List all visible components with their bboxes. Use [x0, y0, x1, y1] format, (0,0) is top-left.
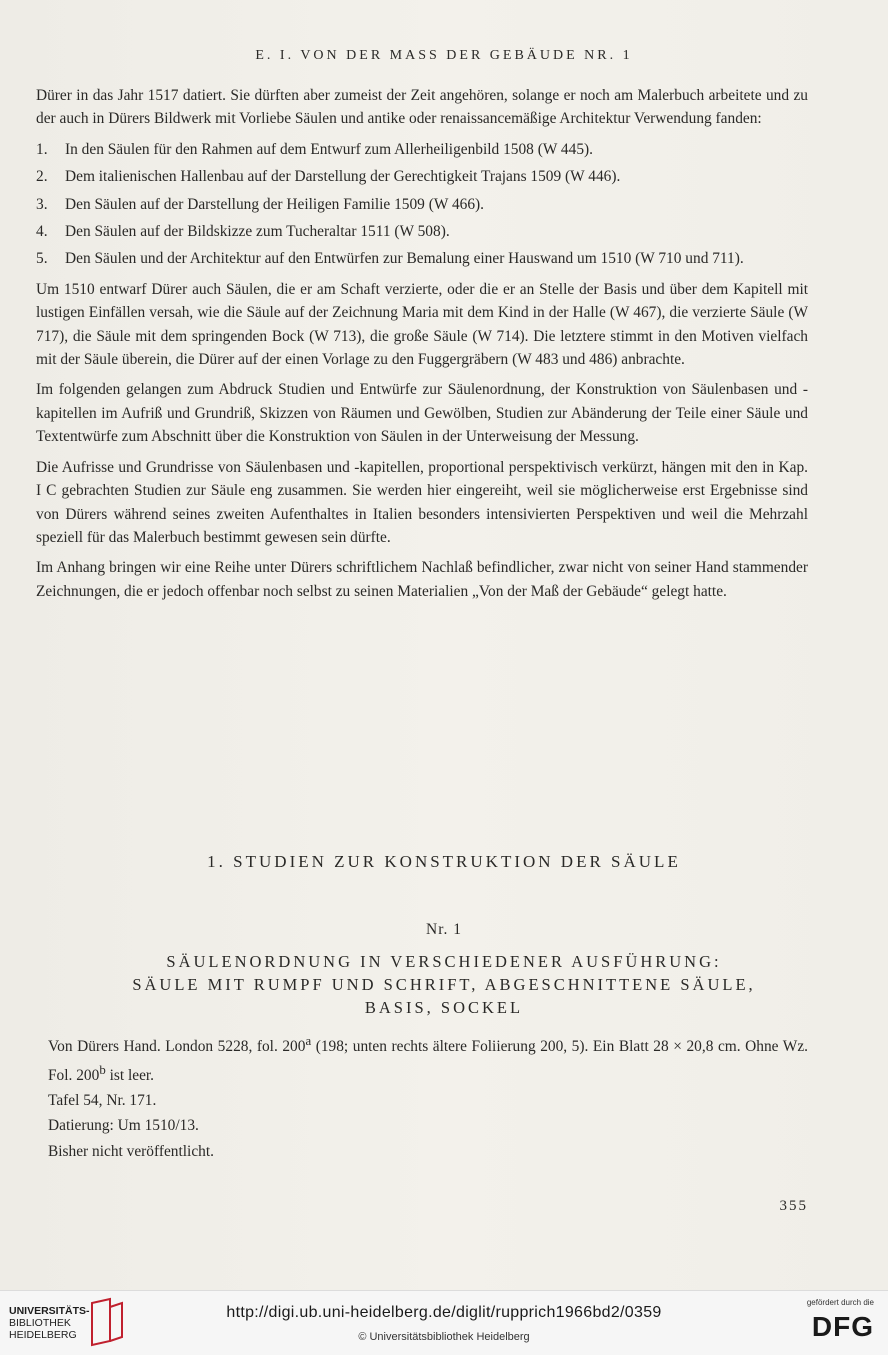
list-number: 2.	[36, 168, 48, 186]
list-item	[36, 193, 808, 216]
list-number: 3.	[36, 195, 48, 213]
entry-title-line: BASIS, SOCKEL	[364, 998, 524, 1017]
intro-paragraph: Dürer in das Jahr 1517 datiert. Sie dürften aber zumeist der Zeit angehören, solange er noch am Malerbuch arbeitete und zu der auch in Dürers Bildwerk mit Vorliebe Säulen und antike oder renaissancemäßige Architektur Verwendung fanden:	[36, 87, 808, 128]
list-text: Den Säulen und der Architektur auf den Entwürfen zur Bemalung einer Hauswand um 1510 (W 710 und 711).	[65, 250, 744, 268]
catalog-dating: Datierung: Um 1510/13.	[48, 1117, 199, 1135]
source-text: Von Dürers Hand. London 5228, fol. 200	[48, 1038, 306, 1056]
source-text: (198; unten rechts ältere Foliierung 200, 5). Ein Blatt 28 × 20,8 cm. Ohne Wz. Fol. 200	[48, 1038, 808, 1084]
page-number: 355	[779, 1198, 808, 1214]
list-item	[36, 138, 808, 161]
list-text: Den Säulen auf der Darstellung der Heiligen Familie 1509 (W 466).	[65, 195, 484, 213]
catalog-source	[48, 1030, 808, 1087]
list-number: 5.	[36, 250, 48, 268]
list-item	[36, 165, 808, 188]
superscript: b	[99, 1062, 106, 1077]
funding-label: gefördert durch die	[806, 1298, 874, 1307]
paragraph: Die Aufrisse und Grundrisse von Säulenbasen und -kapitellen, proportional perspektivisch verkürzt, hängen mit den in Kap. I C gebrachten Studien zur Säule eng zusammen. Sie werden hier eingereiht, weil sie möglicherweise erst Ergebnisse sind von Dürers während seines zweiten Aufenthaltes in Italien besonders intensivierten Perspektiven und weil die Mehrzahl speziell für das Malerbuch bestimmt gewesen sein dürfte.	[36, 458, 808, 546]
catalog-publication: Bisher nicht veröffentlicht.	[48, 1142, 214, 1160]
list-number: 4.	[36, 223, 48, 241]
list-text: In den Säulen für den Rahmen auf dem Entwurf zum Allerheiligenbild 1508 (W 445).	[65, 140, 593, 158]
paragraph: Im folgenden gelangen zum Abdruck Studien und Entwürfe zur Säulenordnung, der Konstruktion von Säulenbasen und -kapitellen im Aufriß und Grundriß, Skizzen von Räumen und Gewölben, Studien zur Abänderung der Teile einer Säule und Textentwürfe zum Abschnitt über die Konstruktion von Säulen in der Unterweisung der Messung.	[36, 381, 808, 446]
section-title: 1. STUDIEN ZUR KONSTRUKTION DER SÄULE	[207, 852, 681, 871]
library-name-line: BIBLIOTHEK	[9, 1317, 71, 1329]
list-text: Dem italienischen Hallenbau auf der Darstellung der Gerechtigkeit Trajans 1509 (W 446).	[65, 168, 621, 186]
paragraph: Im Anhang bringen wir eine Reihe unter Dürers schriftlichem Nachlaß befindlicher, zwar nicht von seiner Hand stammender Zeichnungen, die er jedoch offenbar noch selbst zu seinen Materialien „Von der Maß der Gebäude“ gelegt hatte.	[36, 559, 808, 600]
catalog-plate: Tafel 54, Nr. 171.	[48, 1092, 157, 1110]
superscript: a	[305, 1034, 312, 1048]
dfg-logo: DFG	[811, 1311, 874, 1342]
paragraph: Um 1510 entwarf Dürer auch Säulen, die er am Schaft verzierte, oder die er an Stelle der Basis und über dem Kapitell mit lustigen Einfällen versah, wie die Säule auf der Zeichnung Maria mit dem Kind in der Halle (W 467), die verzierte Säule (W 717), die Säule mit dem springenden Bock (W 713), die große Säule (W 714). Die letztere stimmt in den Motiven vielfach mit der Säule überein, die Dürer auf der einen Vorlage zu den Fuggergräbern (W 483 und 486) anbrachte.	[36, 280, 808, 369]
library-name-line: HEIDELBERG	[9, 1329, 77, 1341]
catalog-entry	[48, 1030, 808, 1165]
copyright-text: © Universitätsbibliothek Heidelberg	[358, 1331, 530, 1343]
entry-title-line: SÄULE MIT RUMPF UND SCHRIFT, ABGESCHNITTENE SÄULE,	[132, 975, 756, 994]
list-number: 1.	[36, 140, 48, 158]
library-name-line: UNIVERSITÄTS-	[9, 1305, 90, 1317]
source-text: ist leer.	[105, 1066, 155, 1084]
permalink-link[interactable]: http://digi.ub.uni-heidelberg.de/diglit/rupprich1966bd2/0359	[226, 1304, 662, 1321]
entry-title-line: SÄULENORDNUNG IN VERSCHIEDENER AUSFÜHRUNG:	[166, 952, 722, 971]
entry-title	[60, 950, 828, 1019]
entry-number: Nr. 1	[426, 921, 462, 938]
list-text: Den Säulen auf der Bildskizze zum Tucheraltar 1511 (W 508).	[65, 223, 450, 241]
viewer-footer	[0, 1290, 888, 1355]
body-text	[36, 84, 808, 610]
running-head: E. I. VON DER MASS DER GEBÄUDE NR. 1	[255, 48, 633, 63]
list-item	[36, 247, 808, 270]
list-item	[36, 220, 808, 243]
column-list	[36, 138, 808, 271]
